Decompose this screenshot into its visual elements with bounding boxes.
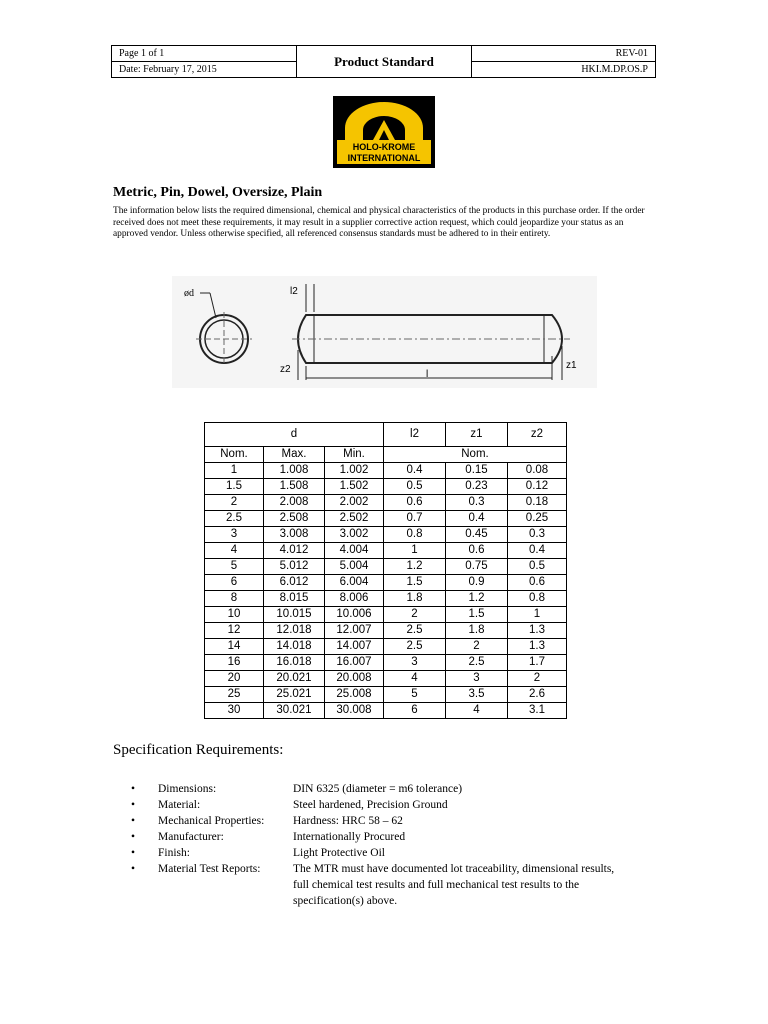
table-cell: 8.006 — [325, 591, 384, 607]
table-header-row — [205, 423, 567, 447]
table-cell: 8.015 — [264, 591, 325, 607]
table-cell: 1.5 — [205, 479, 264, 495]
spec-value: The MTR must have documented lot traceability, dimensional results, full chemical test results and full mechanical test results to the specification(s) above. — [293, 863, 615, 907]
document-title: Metric, Pin, Dowel, Oversize, Plain — [113, 185, 323, 200]
table-cell: 0.6 — [446, 543, 508, 559]
table-cell: 25 — [205, 687, 264, 703]
spec-label: Finish: — [158, 847, 190, 859]
table-cell: 0.3 — [446, 495, 508, 511]
spec-label: Material Test Reports: — [158, 863, 261, 875]
table-cell: 2.5 — [384, 639, 446, 655]
z2-label: z2 — [280, 364, 291, 375]
spec-value: DIN 6325 (diameter = m6 tolerance) — [293, 783, 463, 795]
pin-drawing — [172, 276, 597, 388]
table-cell: 6.012 — [264, 575, 325, 591]
diameter-label: ød — [184, 288, 194, 299]
spec-item — [131, 861, 658, 909]
table-cell: 0.8 — [508, 591, 567, 607]
column-header-z1: z1 — [446, 423, 508, 447]
table-cell: 2 — [446, 639, 508, 655]
table-cell: 3 — [205, 527, 264, 543]
logo-chevron — [373, 120, 395, 140]
table-cell: 0.23 — [446, 479, 508, 495]
column-header-l2: l2 — [384, 423, 446, 447]
table-cell: 30 — [205, 703, 264, 719]
spec-item — [131, 797, 658, 813]
table-cell: 3.008 — [264, 527, 325, 543]
table-cell: 0.3 — [508, 527, 567, 543]
table-cell: 1 — [205, 463, 264, 479]
logo-text-line2: INTERNATIONAL — [347, 153, 421, 163]
table-cell: 3.5 — [446, 687, 508, 703]
table-cell: 0.4 — [384, 463, 446, 479]
document-header — [111, 45, 656, 78]
table-cell: 14.018 — [264, 639, 325, 655]
spec-label: Manufacturer: — [158, 831, 224, 843]
table-row — [205, 575, 567, 591]
table-cell: 4.004 — [325, 543, 384, 559]
table-cell: 1.502 — [325, 479, 384, 495]
table-cell: 0.5 — [508, 559, 567, 575]
table-cell: 2.6 — [508, 687, 567, 703]
table-cell: 0.75 — [446, 559, 508, 575]
table-cell: 4 — [205, 543, 264, 559]
table-cell: 0.8 — [384, 527, 446, 543]
table-row — [205, 527, 567, 543]
table-cell: 0.15 — [446, 463, 508, 479]
bullet-icon: • — [131, 863, 136, 875]
table-row — [205, 511, 567, 527]
table-body — [205, 463, 567, 719]
table-cell: 6.004 — [325, 575, 384, 591]
spec-item — [131, 845, 658, 861]
table-cell: 2.5 — [384, 623, 446, 639]
table-row — [205, 687, 567, 703]
table-cell: 2 — [384, 607, 446, 623]
table-row — [205, 607, 567, 623]
table-cell: 14 — [205, 639, 264, 655]
table-cell: 0.25 — [508, 511, 567, 527]
table-cell: 4 — [384, 671, 446, 687]
table-cell: 12 — [205, 623, 264, 639]
spec-value: Light Protective Oil — [293, 847, 385, 859]
table-row — [205, 639, 567, 655]
table-cell: 2.502 — [325, 511, 384, 527]
spec-value: Internationally Procured — [293, 831, 406, 843]
table-cell: 4.012 — [264, 543, 325, 559]
table-cell: 0.4 — [446, 511, 508, 527]
table-cell: 1.002 — [325, 463, 384, 479]
table-cell: 6 — [384, 703, 446, 719]
bullet-icon: • — [131, 799, 136, 811]
table-cell: 0.08 — [508, 463, 567, 479]
table-cell: 3 — [446, 671, 508, 687]
bullet-icon: • — [131, 815, 136, 827]
table-cell: 1 — [384, 543, 446, 559]
table-cell: 0.9 — [446, 575, 508, 591]
table-cell: 3.002 — [325, 527, 384, 543]
logo-graphic — [333, 96, 435, 168]
table-cell: 10.015 — [264, 607, 325, 623]
table-row — [205, 543, 567, 559]
table-cell: 2 — [205, 495, 264, 511]
z1-label: z1 — [566, 360, 577, 371]
table-cell: 2.5 — [205, 511, 264, 527]
table-cell: 10.006 — [325, 607, 384, 623]
table-cell: 1.2 — [384, 559, 446, 575]
table-cell: 1 — [508, 607, 567, 623]
spec-item — [131, 829, 658, 845]
table-subheader-row — [205, 447, 567, 463]
subheader-nom-shared: Nom. — [384, 447, 567, 463]
spec-title: Specification Requirements: — [113, 742, 284, 758]
table-row — [205, 495, 567, 511]
table-cell: 30.021 — [264, 703, 325, 719]
holo-krome-logo — [333, 96, 435, 168]
table-cell: 0.4 — [508, 543, 567, 559]
table-cell: 20.008 — [325, 671, 384, 687]
table-cell: 1.3 — [508, 623, 567, 639]
spec-value: Steel hardened, Precision Ground — [293, 799, 448, 811]
spec-label: Material: — [158, 799, 201, 811]
table-cell: 2.002 — [325, 495, 384, 511]
spec-value: Hardness: HRC 58 – 62 — [293, 815, 403, 827]
table-cell: 0.45 — [446, 527, 508, 543]
table-cell: 5.012 — [264, 559, 325, 575]
table-cell: 25.008 — [325, 687, 384, 703]
subheader-min: Min. — [325, 447, 384, 463]
table-cell: 4 — [446, 703, 508, 719]
table-cell: 5.004 — [325, 559, 384, 575]
spec-list — [131, 781, 658, 909]
subheader-max: Max. — [264, 447, 325, 463]
table-cell: 2.008 — [264, 495, 325, 511]
table-row — [205, 671, 567, 687]
table-cell: 1.7 — [508, 655, 567, 671]
table-cell: 12.018 — [264, 623, 325, 639]
table-cell: 1.508 — [264, 479, 325, 495]
table-cell: 5 — [205, 559, 264, 575]
spec-label: Mechanical Properties: — [158, 815, 265, 827]
table-cell: 1.8 — [384, 591, 446, 607]
table-cell: 0.5 — [384, 479, 446, 495]
table-cell: 25.021 — [264, 687, 325, 703]
document-date: Date: February 17, 2015 — [119, 64, 217, 75]
table-row — [205, 623, 567, 639]
table-cell: 0.6 — [384, 495, 446, 511]
pin-drawing-svg — [172, 276, 597, 388]
subheader-nom: Nom. — [205, 447, 264, 463]
table-cell: 2.5 — [446, 655, 508, 671]
page-number: Page 1 of 1 — [119, 48, 165, 59]
table-cell: 1.008 — [264, 463, 325, 479]
table-cell: 2.508 — [264, 511, 325, 527]
column-header-z2: z2 — [508, 423, 567, 447]
table-cell: 16.007 — [325, 655, 384, 671]
document-id: HKI.M.DP.OS.P — [581, 64, 648, 75]
bullet-icon: • — [131, 831, 136, 843]
leader-line — [210, 293, 216, 318]
table-cell: 10 — [205, 607, 264, 623]
table-cell: 2 — [508, 671, 567, 687]
logo-text-line1: HOLO-KROME — [352, 142, 416, 152]
table-cell: 1.5 — [446, 607, 508, 623]
table-row — [205, 655, 567, 671]
spec-label: Dimensions: — [158, 783, 217, 795]
spec-item — [131, 813, 658, 829]
table-cell: 0.6 — [508, 575, 567, 591]
table-cell: 5 — [384, 687, 446, 703]
table-cell: 20 — [205, 671, 264, 687]
table-cell: 8 — [205, 591, 264, 607]
column-header-d: d — [205, 423, 384, 447]
table-cell: 0.18 — [508, 495, 567, 511]
table-cell: 1.3 — [508, 639, 567, 655]
table-cell: 1.2 — [446, 591, 508, 607]
table-cell: 0.7 — [384, 511, 446, 527]
table-row — [205, 463, 567, 479]
table-cell: 0.12 — [508, 479, 567, 495]
table-row — [205, 559, 567, 575]
table-cell: 6 — [205, 575, 264, 591]
table-cell: 20.021 — [264, 671, 325, 687]
bullet-icon: • — [131, 847, 136, 859]
table-cell: 1.8 — [446, 623, 508, 639]
revision: REV-01 — [615, 48, 648, 59]
table-row — [205, 479, 567, 495]
spec-item — [131, 781, 658, 797]
table-row — [205, 703, 567, 719]
l2-label: l2 — [290, 286, 298, 297]
table-cell: 12.007 — [325, 623, 384, 639]
table-cell: 1.5 — [384, 575, 446, 591]
bullet-icon: • — [131, 783, 136, 795]
length-label: l — [426, 369, 429, 380]
dimension-table — [204, 422, 567, 719]
table-cell: 30.008 — [325, 703, 384, 719]
table-cell: 3.1 — [508, 703, 567, 719]
header-title: Product Standard — [334, 54, 434, 69]
table-cell: 3 — [384, 655, 446, 671]
table-cell: 16.018 — [264, 655, 325, 671]
table-cell: 14.007 — [325, 639, 384, 655]
table-cell: 16 — [205, 655, 264, 671]
table-row — [205, 591, 567, 607]
intro-paragraph: The information below lists the required dimensional, chemical and physical characteristics of the products in this purchase order. If the order received does not meet these requirements, it may result in a supplier corrective action request, which could jeopardize your status as an approved vendor. Unless otherwise specified, all referenced consensus standards must be adhered to in their entirety. — [113, 206, 645, 239]
header-divider — [112, 61, 296, 62]
